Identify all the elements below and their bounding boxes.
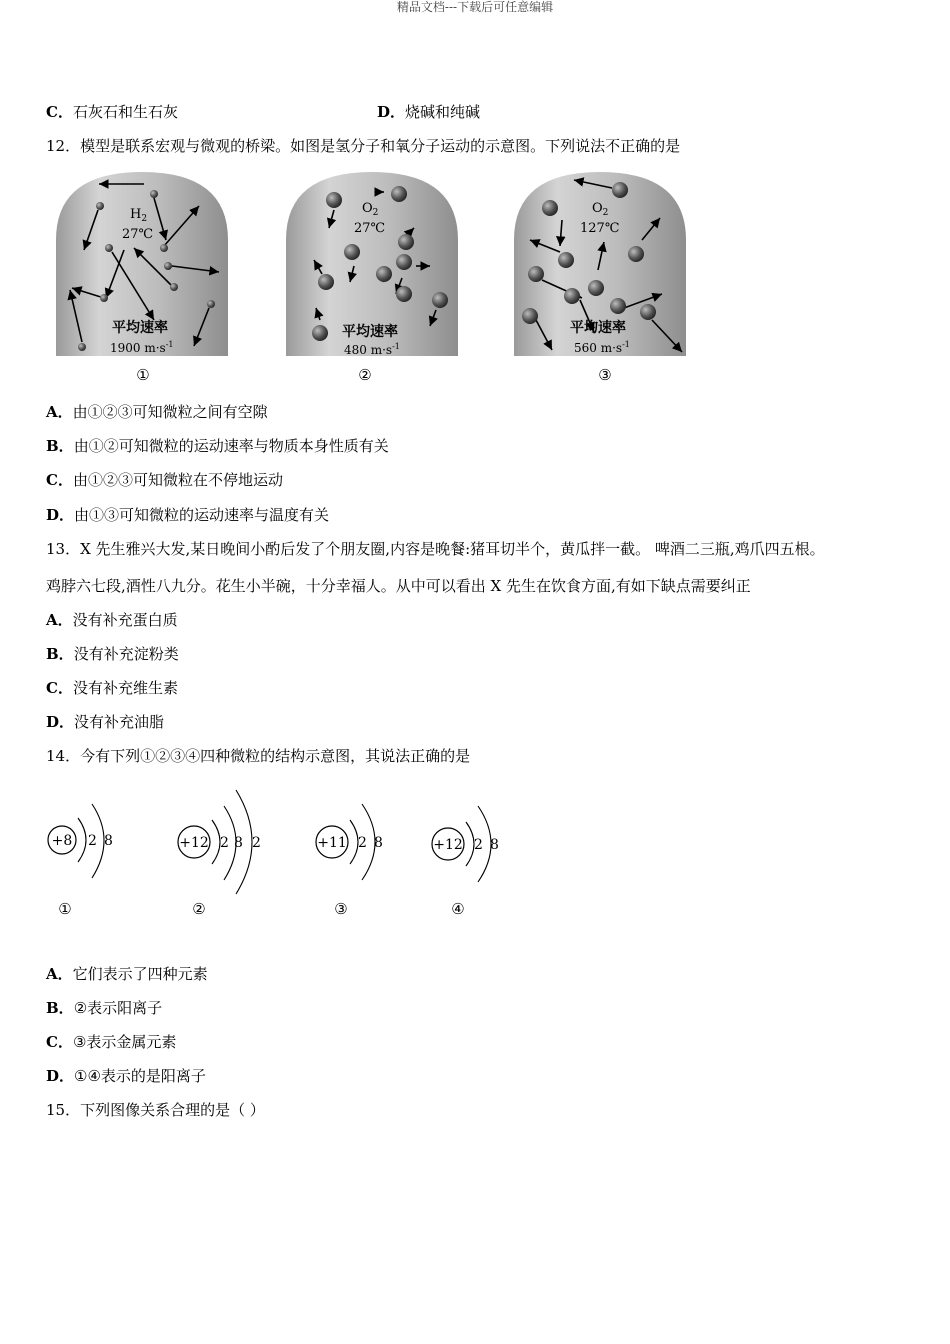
q13-option-b [46,644,179,664]
nucleus-charge: +8 [51,833,73,849]
temperature-label: 27℃ [354,221,386,236]
option-text: 由①②③可知微粒之间有空隙 [72,403,268,421]
option-text: ③表示金属元素 [72,1033,177,1051]
option-letter: B． [46,437,74,455]
option-text: ①④表示的是阳离子 [74,1067,206,1085]
atom-label-4: ④ [451,900,465,918]
option-letter: D． [46,1067,75,1085]
shell-electrons: 8 [490,837,499,853]
speed-title: 平均速率 [112,320,168,336]
gas-symbol: $O_2$ [592,201,609,218]
q12-option-a [46,402,268,422]
q14-stem: 14．今有下列①②③④四种微粒的结构示意图，其说法正确的是 [46,747,471,765]
option-text: 烧碱和纯碱 [405,103,481,121]
option-text: 没有补充蛋白质 [72,611,178,629]
q14-option-b [46,998,162,1018]
page-header: 精品文档---下载后可任意编辑 [396,0,554,14]
figure-label-2: ② [358,366,372,384]
option-letter: C． [46,471,73,489]
q14-option-c [46,1032,176,1052]
gas-symbol: $H_2$ [130,207,148,224]
nucleus-charge: +11 [317,835,347,851]
q13-option-c [46,678,178,698]
q12-option-b [46,436,389,456]
q11-option-c [46,102,178,122]
gas-symbol: $O_2$ [362,201,379,218]
option-letter: A． [46,403,73,421]
atom-structure-4 [426,790,516,890]
q12-option-d [46,505,329,525]
q14-option-a [46,964,208,984]
atom-label-2: ② [192,900,206,918]
temperature-label: 127℃ [580,221,620,236]
nucleus-charge: +12 [433,837,463,853]
shell-electrons: 8 [104,833,113,849]
option-letter: C． [46,1033,73,1051]
option-text: 没有补充淀粉类 [73,645,179,663]
shell-electrons: 8 [374,835,383,851]
q14-option-d [46,1066,206,1086]
shell-electrons: 2 [88,833,97,849]
q12-stem: 12．模型是联系宏观与微观的桥梁。如图是氢分子和氧分子运动的示意图。下列说法不正确的是 [46,137,681,155]
option-letter: B． [46,999,74,1017]
speed-title: 平均速率 [570,320,626,336]
o2-27c-container-figure [284,170,460,358]
option-letter: C． [46,679,73,697]
temperature-label: 27℃ [122,227,154,242]
atom-label-1: ① [58,900,72,918]
figure-label-3: ③ [598,366,612,384]
speed-title: 平均速率 [342,324,398,340]
option-text: 没有补充维生素 [72,679,178,697]
option-text: ②表示阳离子 [73,999,163,1017]
speed-value: 1900 $m\cdot s^{-1}$ [110,340,174,355]
option-letter: D． [46,506,75,524]
option-letter: C． [46,103,73,121]
option-text: 石灰石和生石灰 [72,103,178,121]
option-letter: D． [46,713,75,731]
q13-stem-line1: 13．X 先生雅兴大发,某日晚间小酌后发了个朋友圈,内容是晚餐:猪耳切半个，黄瓜拌一截。 啤酒二三瓶,鸡爪四五根。 [46,540,825,558]
option-text: 没有补充油脂 [74,713,165,731]
q13-option-a [46,610,178,630]
speed-value: 560 $m\cdot s^{-1}$ [574,340,630,355]
shell-electrons: 2 [474,837,483,853]
shell-electrons: 8 [234,835,243,851]
atom-structure-1 [44,790,134,890]
o2-127c-container-figure [512,170,688,358]
shell-electrons: 2 [358,835,367,851]
q12-option-c [46,470,283,490]
figure-label-1: ① [136,366,150,384]
atom-label-3: ③ [334,900,348,918]
q15-stem: 15．下列图像关系合理的是（ ） [46,1101,265,1119]
atom-structure-2 [172,784,272,898]
option-text: 由①③可知微粒的运动速率与温度有关 [74,506,330,524]
h2-27c-container-figure [54,170,230,358]
speed-value: 480 $m\cdot s^{-1}$ [344,342,400,357]
atom-structure-3 [310,790,400,890]
q13-option-d [46,712,164,732]
q11-option-d [377,102,480,122]
q13-stem-line2: 鸡脖六七段,酒性八九分。花生小半碗，十分幸福人。从中可以看出 X 先生在饮食方面,有如下缺点需要纠正 [46,577,751,595]
shell-electrons: 2 [252,835,261,851]
option-text: 它们表示了四种元素 [72,965,208,983]
option-text: 由①②可知微粒的运动速率与物质本身性质有关 [73,437,389,455]
nucleus-charge: +12 [179,835,209,851]
option-letter: B． [46,645,74,663]
option-letter: A． [46,611,73,629]
option-letter: D． [377,103,406,121]
option-letter: A． [46,965,73,983]
option-text: 由①②③可知微粒在不停地运动 [72,471,283,489]
shell-electrons: 2 [220,835,229,851]
